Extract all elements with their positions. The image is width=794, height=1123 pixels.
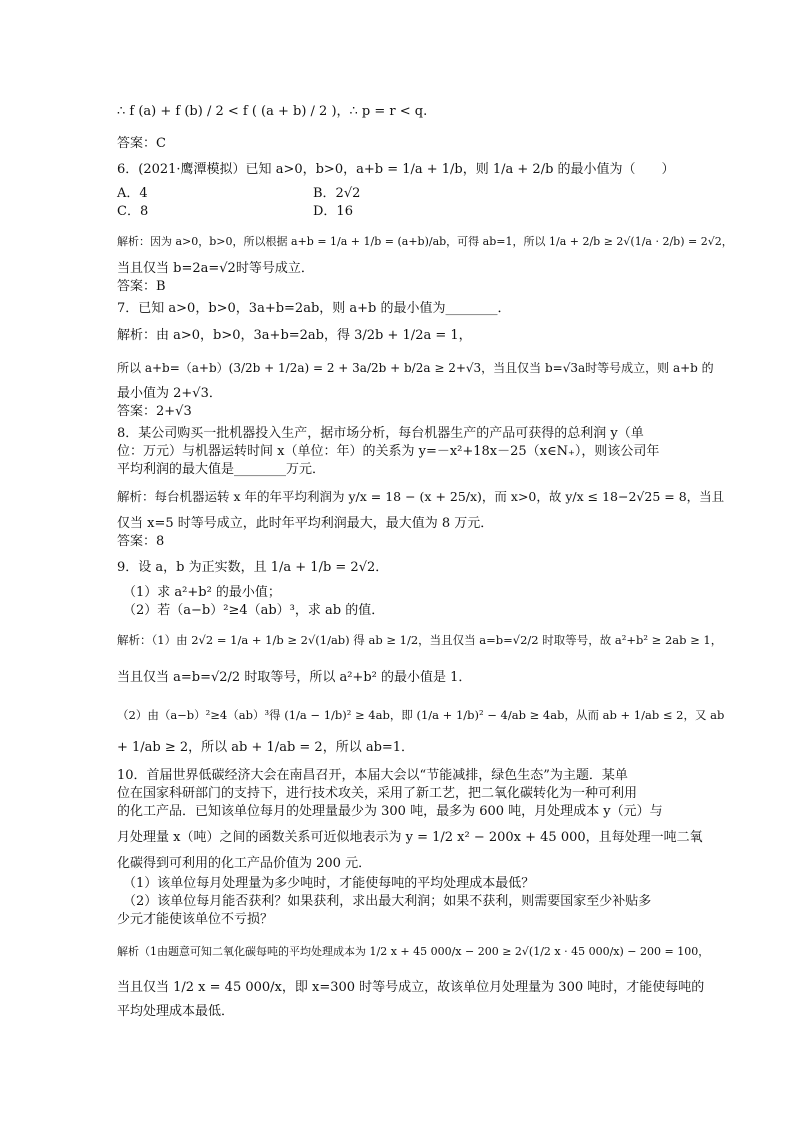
solution-line: 解析（1由题意可知二氧化碳每吨的平均处理成本为 1/2 x + 45 000/x − 200 ≥ 2√(1/2 x · 45 000/x) − 200 = 100，	[117, 945, 710, 958]
question-10-part: （2）该单位每月能否获利？如果获利，求出最大利润；如果不获利，则需要国家至少补贴多	[123, 894, 652, 909]
option-a: A．4	[117, 186, 148, 201]
solution-line: 当且仅当 1/2 x = 45 000/x，即 x=300 时等号成立，故该单位月处理量为 300 吨时，才能使每吨的	[117, 980, 705, 995]
solution-line: 仅当 x=5 时等号成立，此时年平均利润最大，最大值为 8 万元．	[117, 516, 494, 531]
answer-line: 答案：2+√3	[117, 404, 192, 419]
question-10-part: 少元才能使该单位不亏损？	[117, 912, 274, 927]
question-10: 的化工产品．已知该单位每月的处理量最少为 300 吨，最多为 600 吨，月处理成本 y（元）与	[117, 804, 663, 819]
solution-line: 当且仅当 a=b=√2/2 时取等号，所以 a²+b² 的最小值是 1．	[117, 670, 472, 685]
question-9-part: （2）若（a−b）²≥4（ab）³，求 ab 的值．	[123, 603, 385, 618]
question-10-part: （1）该单位每月处理量为多少吨时，才能使每吨的平均处理成本最低？	[123, 876, 535, 891]
solution-line: + 1/ab ≥ 2，所以 ab + 1/ab = 2，所以 ab=1．	[117, 740, 415, 755]
question-10: 化碳得到可利用的化工产品价值为 200 元．	[117, 856, 372, 871]
question-8: 8．某公司购买一批机器投入生产，据市场分析，每台机器生产的产品可获得的总利润 y（单	[117, 426, 644, 441]
question-8: 平均利润的最大值是________万元．	[117, 462, 326, 477]
question-6: 6．(2021·鹰潭模拟）已知 a>0，b>0，a+b = 1/a + 1/b，则 1/a + 2/b 的最小值为（ ）	[117, 162, 675, 177]
question-10: 10．首届世界低碳经济大会在南昌召开，本届大会以“节能减排，绿色生态”为主题．某单	[117, 768, 628, 783]
solution-line: 解析：每台机器运转 x 年的年平均利润为 y/x = 18 − (x + 25/x)，而 x>0，故 y/x ≤ 18−2√25 = 8，当且	[117, 489, 725, 504]
option-c: C．8	[117, 204, 149, 219]
answer-line: 答案：B	[117, 279, 166, 294]
question-8: 位：万元）与机器运转时间 x（单位：年）的关系为 y=－x²+18x－25（x∈N₊），则该公司年	[117, 444, 660, 459]
question-7: 7．已知 a>0，b>0，3a+b=2ab，则 a+b 的最小值为________．	[117, 301, 511, 316]
question-9-part: （1）求 a²+b² 的最小值；	[123, 585, 281, 600]
option-d: D．16	[313, 204, 353, 219]
solution-line: （2）由（a−b）²≥4（ab）³得 (1/a − 1/b)² ≥ 4ab，即 (1/a + 1/b)² − 4/ab ≥ 4ab，从而 ab + 1/ab ≤ 2，又 ab	[117, 708, 725, 722]
solution-line: 解析：由 a>0，b>0，3a+b=2ab，得 3/2b + 1/2a = 1，	[117, 328, 472, 343]
answer-line: 答案：C	[117, 136, 166, 151]
solution-line: 所以 a+b=（a+b）(3/2b + 1/2a) = 2 + 3a/2b + b/2a ≥ 2+√3，当且仅当 b=√3a时等号成立，则 a+b 的	[117, 361, 714, 375]
solution-line: 当且仅当 b=2a=√2时等号成立．	[117, 261, 314, 276]
option-b: B．2√2	[313, 186, 361, 201]
question-10: 位在国家科研部门的支持下，进行技术攻关，采用了新工艺，把二氧化碳转化为一种可利用	[117, 786, 638, 801]
question-10: 月处理量 x（吨）之间的函数关系可近似地表示为 y = 1/2 x² − 200x + 45 000，且每处理一吨二氧	[117, 830, 703, 845]
answer-line: 答案：8	[117, 534, 165, 549]
solution-line: 解析：因为 a>0，b>0，所以根据 a+b = 1/a + 1/b = (a+b)/ab，可得 ab=1，所以 1/a + 2/b ≥ 2√(1/a · 2/b) = 2√2，	[117, 235, 733, 248]
solution-line: 解析：（1）由 2√2 = 1/a + 1/b ≥ 2√(1/ab) 得 ab ≥ 1/2，当且仅当 a=b=√2/2 时取等号，故 a²+b² ≥ 2ab ≥ 1，	[117, 633, 723, 647]
question-9: 9．设 a，b 为正实数，且 1/a + 1/b = 2√2．	[117, 560, 389, 575]
text-line: ∴ f (a) + f (b) / 2 < f ( (a + b) / 2 )，∴ p = r < q.	[117, 104, 428, 119]
solution-line: 最小值为 2+√3．	[117, 386, 222, 401]
solution-line: 平均处理成本最低．	[117, 1004, 235, 1019]
